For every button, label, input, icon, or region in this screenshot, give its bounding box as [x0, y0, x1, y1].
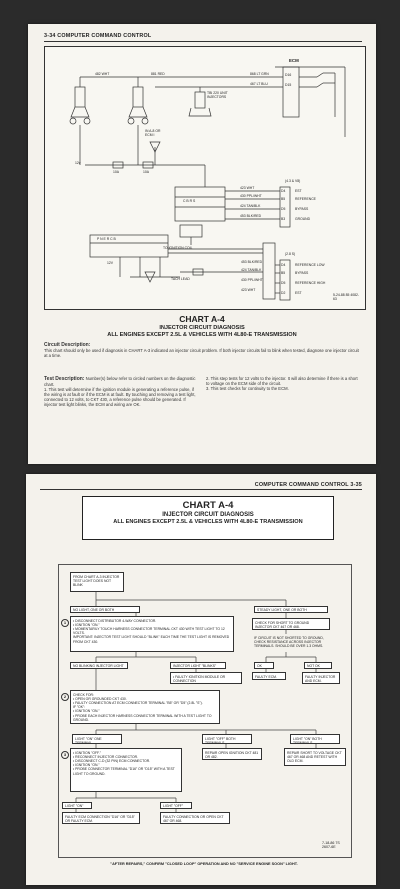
pin-label: D5 — [281, 207, 286, 211]
engine-variant-label: (4.3 & V8) — [285, 179, 301, 183]
connector-label: C B R S — [183, 199, 196, 203]
step-3-box: • IGNITION "OFF." • RECONNECT INJECTOR CONNECTOR. • DISCONNECT C-D (32 PIN) ECM CONNECTOR. • IGNITION "ON." • PROBE CONNECTOR TERMINAL "D16" OR "D15" WITH A TEST LIGHT TO GROUND. — [70, 748, 182, 792]
voltage-label: 12v — [75, 161, 81, 165]
ok-box: OK — [254, 662, 274, 669]
ecm-function-label: BYPASS — [295, 207, 309, 211]
manual-page-3-35 — [26, 474, 376, 885]
test-intro: Number(s) below refer to circled numbers on the diagnostic chart. — [44, 376, 196, 387]
chart-subtitle: INJECTOR CIRCUIT DIAGNOSIS — [162, 512, 254, 518]
repair-short-box: REPAIR SHORT TO VOLTAGE CKT 467 OR 468 AND RETEST WITH OLD ECM. — [284, 748, 346, 766]
wire-label: 424 TAN/BLK — [240, 204, 261, 208]
ignition-terminal-label: 12V — [107, 261, 114, 265]
wiring-diagram — [44, 46, 366, 310]
no-blink-box: NO BLINKING INJECTOR LIGHT — [70, 662, 128, 669]
drawing-code: 7-18-86 7S 2607-6E — [322, 841, 340, 849]
check-short-box: CHECK FOR SHORT TO GROUND INJECTOR CKT 467 OR 468. — [252, 618, 330, 630]
page-header: COMPUTER COMMAND CONTROL 3-35 — [254, 482, 362, 488]
faulty-ecm-box: FAULTY ECM. — [252, 672, 286, 680]
ecm-function-label: EST — [295, 189, 302, 193]
wire-label: 430 PPL/WHT — [241, 278, 263, 282]
pin-label: B3 — [281, 217, 286, 221]
test-item: 2. This step tests for 12 volts to the injector. It will also determine if there is a short to voltage on the ECM side of the circuit. — [206, 376, 358, 386]
faulty-ecm-connection-box: FAULTY ECM CONNECTION "D16" OR "D15" OR FAULTY ECM. — [62, 812, 140, 824]
faulty-connection-box: FAULTY CONNECTION OR OPEN CKT 467 OR 468. — [160, 812, 230, 824]
pin-label: D2 — [281, 291, 286, 295]
fuse-label: 10A — [113, 170, 120, 174]
branch-steady-light: STEADY LIGHT, ONE OR BOTH — [254, 606, 328, 613]
wiring-schematic — [45, 47, 365, 309]
pin-label: D4 — [281, 263, 286, 267]
tach-label: TACH LEAD — [171, 277, 190, 281]
wire-label: 453 BLK/RED — [241, 260, 263, 264]
test-description-left — [44, 376, 196, 407]
manual-page-3-34 — [28, 24, 376, 464]
circuit-description — [44, 342, 362, 358]
pin-label: D5 — [281, 281, 286, 285]
circuit-heading: Circuit Description: — [44, 342, 91, 348]
header-rule — [44, 41, 362, 42]
faulty-module-box: • FAULTY IGNITION MODULE OR CONNECTION — [170, 672, 242, 684]
chart-subtitle: ALL ENGINES EXCEPT 2.5L & VEHICLES WITH 4L80-E TRANSMISSION — [113, 519, 303, 525]
resistance-note: IF CIRCUIT IS NOT SHORTED TO GROUND, CHECK RESISTANCE ACROSS INJECTOR TERMINALS. SHOULD BE OVER 1.3 OHMS. — [254, 635, 324, 648]
branch-no-light: NO LIGHT, ONE OR BOTH — [70, 606, 140, 613]
pin-label: D15 — [285, 83, 292, 87]
not-ok-box: NOT OK — [304, 662, 332, 669]
ecm-function-label: REFERENCE LOW — [295, 263, 325, 267]
test-heading: Test Description: — [44, 376, 85, 382]
wire-label: 453 BLK/RED — [240, 214, 262, 218]
wire-label: 868 LT GRN — [250, 72, 269, 76]
step-2-box: CHECK FOR: • OPEN OR GROUNDED CKT 430. • FAULTY CONNECTION AT ECM CONNECTOR TERMINAL "B5" OR "D5" (2.8L "S"). IF "OK": • IGNITION "ON." • PROBE EACH INJECTOR HARNESS CONNECTOR TERMINAL WITH A TEST LIGHT TO GROUND. — [70, 690, 220, 724]
chart-title: CHART A-4 — [179, 314, 225, 324]
wire-label: 430 PPL/WHT — [240, 194, 262, 198]
wire-label: 424 TAN/BLK — [241, 268, 262, 272]
wire-label: 423 WHT — [240, 186, 255, 190]
ecm-function-label: BYPASS — [295, 271, 309, 275]
ecm-function-label: EST — [295, 291, 302, 295]
wire-label: 467 LT BLU — [250, 82, 268, 86]
repair-open-box: REPAIR OPEN IGNITION CKT 481 OR 482. — [202, 748, 262, 760]
light-off-both-box: LIGHT "OFF" BOTH TERMINALS — [202, 734, 252, 744]
step-number-2: 2 — [61, 693, 69, 701]
wire-label: 423 WHT — [241, 288, 256, 292]
step-1-box: • DISCONNECT DISTRIBUTOR 4-WAY CONNECTOR. • IGNITION "ON." • MOMENTARILY TOUCH HARNESS CONNECTOR TERMINAL CKT 430 WITH TEST LIGHT TO 12 VOLTS. IMPORTANT: INJECTOR TEST LIGHT SHOULD "BLINK" EACH TIME THE TEST LIGHT IS REMOVED FROM CKT 430. — [70, 616, 234, 652]
start-box: FROM CHART A-3 INJECTOR TEST LIGHT DOES NOT BLINK — [70, 572, 124, 592]
chart-title: CHART A-4 — [182, 500, 234, 511]
drawing-code: 5-24-88 85 4082-63 — [333, 293, 360, 301]
wire-label: 482 WHT — [95, 72, 110, 76]
ecm-function-label: REFERENCE — [295, 197, 316, 201]
fuse-label: 10A — [143, 170, 150, 174]
coil-label: TO IGNITION COIL — [163, 246, 193, 250]
fuse-block-label: IN A-8 OR ECM I — [145, 129, 161, 137]
step-number-1: 1 — [61, 619, 69, 627]
faulty-injector-box: FAULTY INJECTOR AND ECM. — [302, 672, 340, 684]
pin-label: D16 — [285, 73, 292, 77]
page-header: 3-34 COMPUTER COMMAND CONTROL — [44, 33, 152, 39]
test-item: 1. This test will determine if the ignition module is generating a reference pulse, if the wiring is at fault or if the ECM is at fault. By touching and removing a test light, connected to 12 volts, to CKT 430, a reference pulse should be generated. If injector test light blinks, the ECM and wiring are OK. — [44, 387, 196, 407]
wire-label: 881 RED — [151, 72, 165, 76]
pin-label: D4 — [281, 189, 286, 193]
light-on-box: LIGHT "ON" — [62, 802, 92, 809]
ecm-label: ECM — [289, 58, 299, 63]
light-on-both-box: LIGHT "ON" BOTH TERMINALS — [290, 734, 340, 744]
tbi-label: TBI 220 UNIT INJECTORS — [207, 91, 228, 99]
step-number-3: 3 — [61, 751, 69, 759]
ecm-function-label: REFERENCE HIGH — [295, 281, 326, 285]
ecm-function-label: GROUND — [295, 217, 311, 221]
light-on-one-box: LIGHT "ON" ONE TERMINAL — [72, 734, 122, 744]
light-off-box: LIGHT "OFF" — [160, 802, 192, 809]
pin-label: B5 — [281, 197, 286, 201]
blinks-box: INJECTOR LIGHT "BLINKS" — [170, 662, 226, 669]
test-item: 3. This test checks for continuity to the ECM. — [206, 386, 289, 391]
circuit-text: This chart should only be used if diagnosis in CHART A-3 indicated an injector circuit problem. If both injector circuits fail to blink when tested, diagnose one injector circuit at a time. — [44, 348, 359, 358]
chart-subtitle: INJECTOR CIRCUIT DIAGNOSIS — [159, 325, 245, 331]
pin-label: B5 — [281, 271, 286, 275]
test-description-right — [206, 376, 362, 391]
module-label: P N E R C B — [97, 237, 116, 241]
chart-subtitle: ALL ENGINES EXCEPT 2.5L & VEHICLES WITH 4L80-E TRANSMISSION — [107, 332, 297, 338]
engine-variant-label: (2.8 S) — [285, 252, 296, 256]
footer-note: "AFTER REPAIRS," CONFIRM "CLOSED LOOP" OPERATION AND NO "SERVICE ENGINE SOON" LIGHT. — [110, 862, 298, 866]
